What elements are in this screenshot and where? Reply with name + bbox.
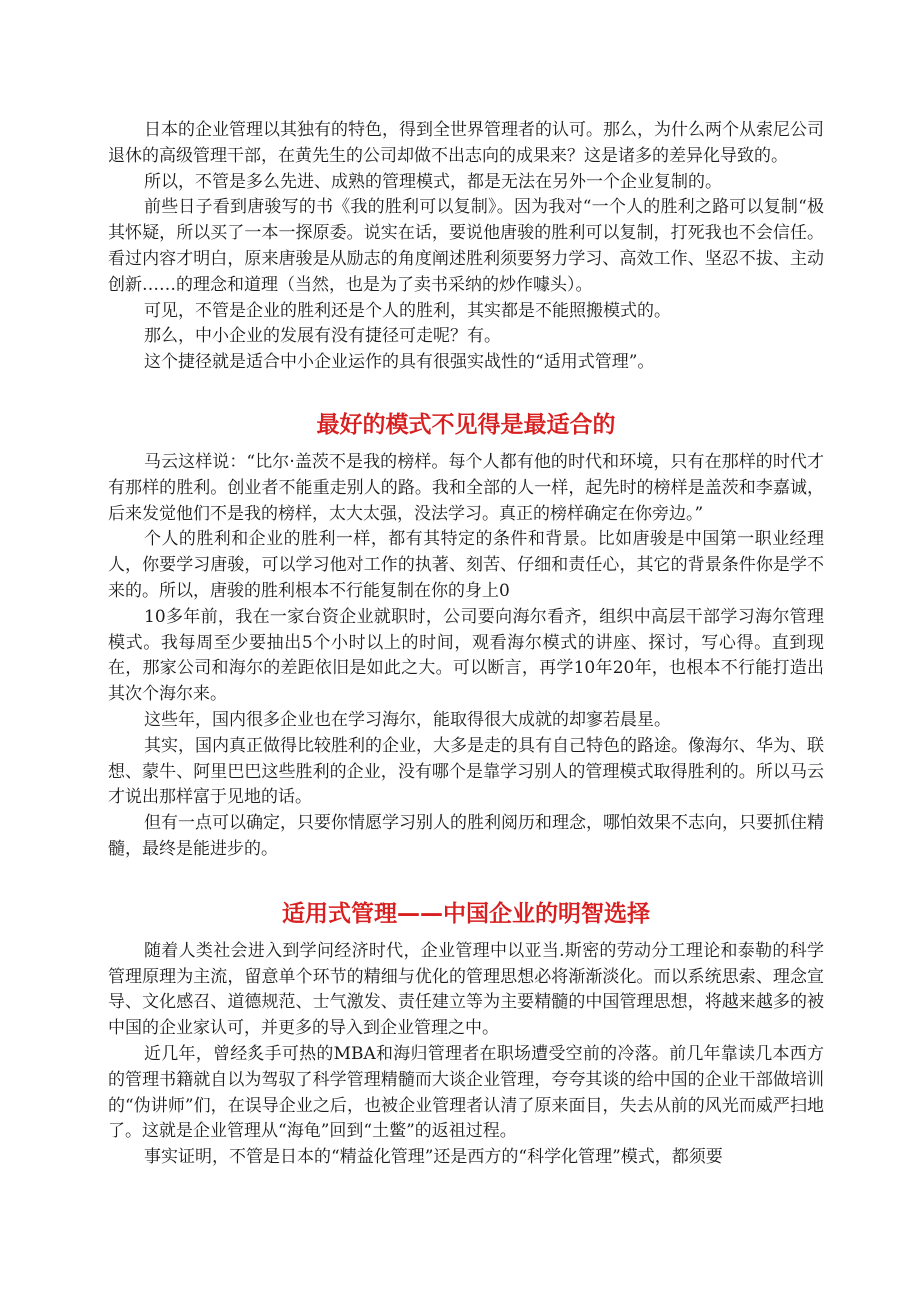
document-page xyxy=(108,118,824,1171)
paragraph: 这些年，国内很多企业也在学习海尔，能取得很大成就的却寥若晨星。 xyxy=(144,709,671,730)
paragraph: 马云这样说：“比尔·盖茨不是我的榜样。每个人都有他的时代和环境，只有在那样的时代才有那样的胜利。创业者不能重走别人的路。我和全部的人一样，起先时的榜样是盖茨和李嘉诚，后来发觉他们不是我的榜样，太大太强，没法学习。真正的榜样确定在你旁边。” xyxy=(108,451,824,524)
section-applicable-management xyxy=(108,939,824,1171)
paragraph: 前些日子看到唐骏写的书《我的胜利可以复制》。因为我对“一个人的胜利之路可以复制“极其怀疑，所以买了一本一探原委。说实在话，要说他唐骏的胜利可以复制，打死我也不会信任。看过内容才明白，原来唐骏是从励志的角度阐述胜利须要努力学习、高效工作、坚忍不拔、主动创新……的理念和道理（当然，也是为了卖书采纳的炒作噱头）。 xyxy=(108,197,824,295)
paragraph: 事实证明，不管是日本的“精益化管理”还是西方的“科学化管理”模式，都须要 xyxy=(144,1147,723,1168)
paragraph: 10多年前，我在一家台资企业就职时，公司要向海尔看齐，组织中高层干部学习海尔管理模式。我每周至少要抽出5个小时以上的时间，观看海尔模式的讲座、探讨，写心得。直到现在，那家公司和海尔的差距依旧是如此之大。可以断言，再学10年20年，也根本不行能打造出其次个海尔来。 xyxy=(108,606,824,705)
paragraph: 可见，不管是企业的胜利还是个人的胜利，其实都是不能照搬模式的。 xyxy=(144,300,671,321)
paragraph: 这个捷径就是适合中小企业运作的具有很强实战性的“适用式管理”。 xyxy=(144,352,655,373)
paragraph: 近几年，曾经炙手可热的MBA和海归管理者在职场遭受空前的冷落。前几年靠读几本西方的管理书籍就自以为驾驭了科学管理精髓而大谈企业管理，夸夸其谈的给中国的企业干部做培训的“伪讲师”们，在误导企业之后，也被企业管理者认清了原来面目，失去从前的风光而威严扫地了。这就是企业管理从“海龟”回到“土鳖”的返祖过程。 xyxy=(108,1043,824,1142)
paragraph: 随着人类社会进入到学问经济时代，企业管理中以亚当.斯密的劳动分工理论和泰勒的科学管理原理为主流，留意单个环节的精细与优化的管理思想必将渐渐淡化。而以系统思索、理念宣导、文化感召、道德规范、士气激发、责任建立等为主要精髓的中国管理思想，将越来越多的被中国的企业家认可，并更多的导入到企业管理之中。 xyxy=(108,940,824,1039)
section-heading: 最好的模式不见得是最适合的 xyxy=(316,411,616,438)
paragraph: 但有一点可以确定，只要你情愿学习别人的胜利阅历和理念，哪怕效果不志向，只要抓住精髓，最终是能进步的。 xyxy=(108,813,824,859)
section-best-model xyxy=(108,450,824,863)
paragraph: 个人的胜利和企业的胜利一样，都有其特定的条件和背景。比如唐骏是中国第一职业经理人，你要学习唐骏，可以学习他对工作的执著、刻苦、仔细和责任心，其它的背景条件你是学不来的。所以，唐骏的胜利根本不行能复制在你的身上0 xyxy=(108,529,824,601)
section-intro xyxy=(108,118,824,376)
section-heading: 适用式管理——中国企业的明智选择 xyxy=(282,900,650,927)
paragraph: 其实，国内真正做得比较胜利的企业，大多是走的具有自己特色的路途。像海尔、华为、联想、蒙牛、阿里巴巴这些胜利的企业，没有哪个是靠学习别人的管理模式取得胜利的。所以马云才说出那样富于见地的话。 xyxy=(108,735,824,808)
paragraph: 日本的企业管理以其独有的特色，得到全世界管理者的认可。那么，为什么两个从索尼公司退休的高级管理干部，在黄先生的公司却做不出志向的成果来？这是诸多的差异化导致的。 xyxy=(108,120,824,166)
paragraph: 所以，不管是多么先进、成熟的管理模式，都是无法在另外一个企业复制的。 xyxy=(144,171,722,192)
paragraph: 那么，中小企业的发展有没有捷径可走呢？有。 xyxy=(144,326,501,347)
